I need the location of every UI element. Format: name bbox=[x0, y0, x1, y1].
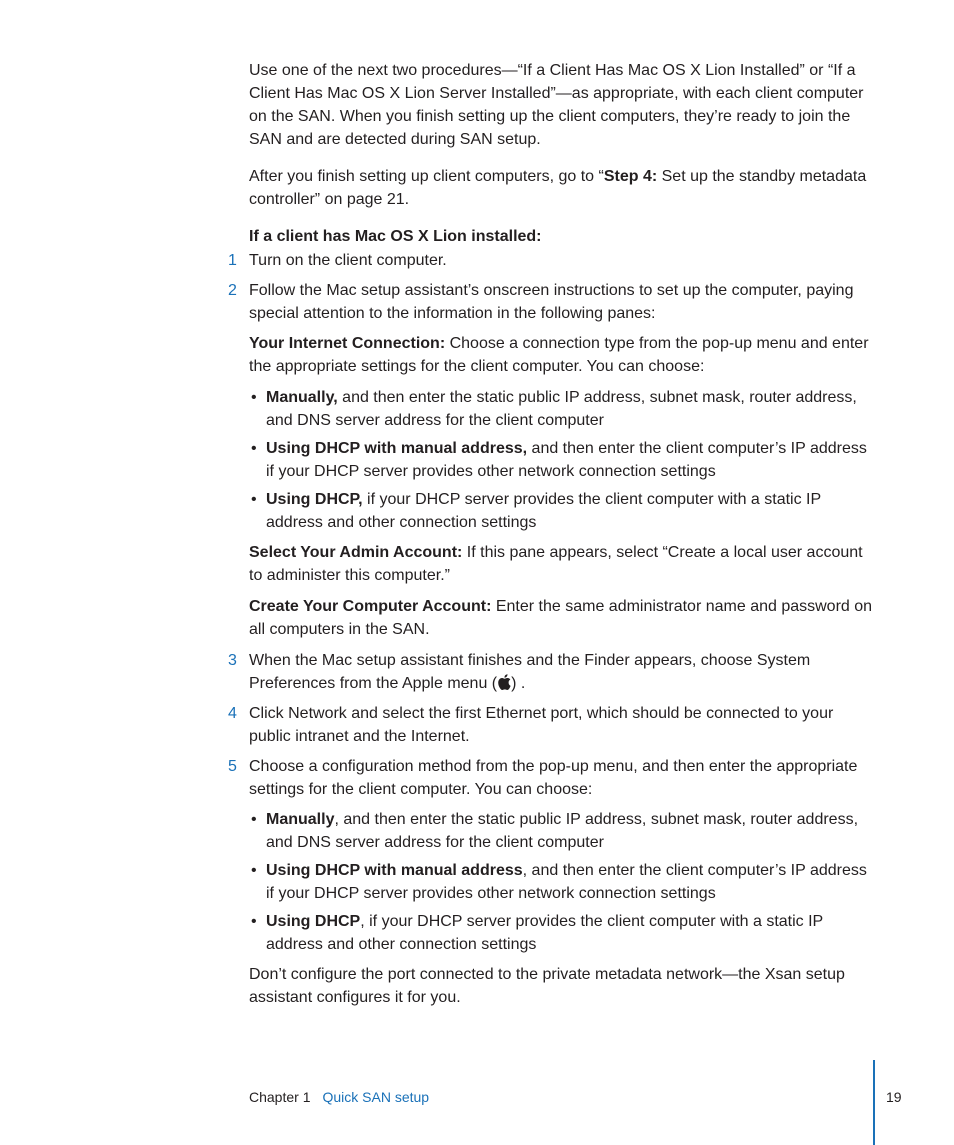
step-number: 4 bbox=[228, 705, 237, 722]
step-3 bbox=[228, 649, 879, 695]
page-content bbox=[228, 59, 879, 1017]
option-label: Using DHCP bbox=[266, 913, 361, 930]
pane-text: Enter the same administrator name and password on all computers in the SAN. bbox=[249, 598, 873, 638]
step-text: Turn on the client computer. bbox=[249, 252, 447, 269]
pane-label: Create Your Computer Account: bbox=[249, 598, 492, 615]
option-text: , and then enter the client computer’s IP address if your DHCP server provides other network connection settings bbox=[266, 862, 867, 902]
closing-note: Don’t configure the port connected to the private metadata network—the Xsan setup assistant configures it for you. bbox=[249, 966, 845, 1006]
pane-admin-account bbox=[249, 541, 879, 587]
list-item bbox=[249, 386, 879, 432]
option-label: Manually, bbox=[266, 389, 338, 406]
bullet-marker: • bbox=[251, 389, 257, 406]
option-label: Using DHCP with manual address, bbox=[266, 440, 528, 457]
option-label: Using DHCP with manual address bbox=[266, 862, 523, 879]
list-item bbox=[249, 488, 879, 534]
chapter-number: Chapter 1 bbox=[249, 1089, 311, 1105]
page-footer bbox=[249, 1087, 429, 1107]
intro-paragraph-2 bbox=[249, 165, 879, 211]
list-item bbox=[249, 437, 879, 483]
option-text: , if your DHCP server provides the client computer with a static IP address and other connection settings bbox=[266, 913, 823, 953]
list-item bbox=[249, 910, 879, 956]
option-text: and then enter the client computer’s IP address if your DHCP server provides other network connection settings bbox=[266, 440, 867, 480]
option-label: Using DHCP, bbox=[266, 491, 363, 508]
bullet-marker: • bbox=[251, 913, 257, 930]
section-heading: If a client has Mac OS X Lion installed: bbox=[249, 228, 542, 245]
pane-text: Choose a connection type from the pop-up menu and enter the appropriate settings for the client computer. You can choose: bbox=[249, 335, 869, 375]
pane-internet-connection bbox=[249, 332, 879, 378]
step-5 bbox=[228, 755, 879, 801]
bullet-marker: • bbox=[251, 491, 257, 508]
bullet-marker: • bbox=[251, 862, 257, 879]
step-4 bbox=[228, 702, 879, 748]
chapter-title-link[interactable]: Quick SAN setup bbox=[322, 1089, 430, 1105]
option-text: , and then enter the static public IP address, subnet mask, router address, and DNS server address for the client computer bbox=[266, 811, 859, 851]
step-4-reference[interactable]: Step 4: bbox=[603, 168, 658, 185]
step-text: Follow the Mac setup assistant’s onscreen instructions to set up the computer, paying special attention to the information in the following panes: bbox=[249, 282, 854, 322]
step-number: 5 bbox=[228, 758, 237, 775]
list-item bbox=[249, 808, 879, 854]
pane-computer-account bbox=[249, 595, 879, 641]
pane-text: If this pane appears, select “Create a local user account to administer this computer.” bbox=[249, 544, 863, 584]
option-text: and then enter the static public IP address, subnet mask, router address, and DNS server address for the client computer bbox=[266, 389, 857, 429]
page-number-rule bbox=[873, 1060, 875, 1145]
step-number: 2 bbox=[228, 282, 237, 299]
option-text: if your DHCP server provides the client computer with a static IP address and other connection settings bbox=[266, 491, 821, 531]
list-item bbox=[249, 859, 879, 905]
step-text: Click Network and select the first Ethernet port, which should be connected to your public intranet and the Internet. bbox=[249, 705, 834, 745]
bullet-marker: • bbox=[251, 811, 257, 828]
step-number: 3 bbox=[228, 652, 237, 669]
step-number: 1 bbox=[228, 252, 237, 269]
step-2 bbox=[228, 279, 879, 325]
apple-icon bbox=[497, 674, 511, 690]
step-text-pre: When the Mac setup assistant finishes and the Finder appears, choose System Preferences from the Apple menu ( bbox=[249, 652, 811, 692]
intro-p2-post: Set up the standby metadata controller” on page 21. bbox=[249, 168, 867, 208]
pane-label: Select Your Admin Account: bbox=[249, 544, 463, 561]
intro-p2-pre: After you finish setting up client computers, go to “ bbox=[249, 168, 604, 185]
step-text-post: ) . bbox=[511, 675, 526, 692]
pane-label: Your Internet Connection: bbox=[249, 335, 446, 352]
bullet-marker: • bbox=[251, 440, 257, 457]
intro-paragraph-1: Use one of the next two procedures—“If a Client Has Mac OS X Lion Installed” or “If a Client Has Mac OS X Lion Server Installed”—as appropriate, with each client computer on the SAN. When you finish setting up the client computers, they’re ready to join the SAN and are detected during SAN setup. bbox=[249, 62, 864, 148]
page-number: 19 bbox=[886, 1089, 902, 1105]
step-text: Choose a configuration method from the pop-up menu, and then enter the appropriate settings for the client computer. You can choose: bbox=[249, 758, 858, 798]
step-1 bbox=[228, 249, 879, 272]
option-label: Manually bbox=[266, 811, 335, 828]
